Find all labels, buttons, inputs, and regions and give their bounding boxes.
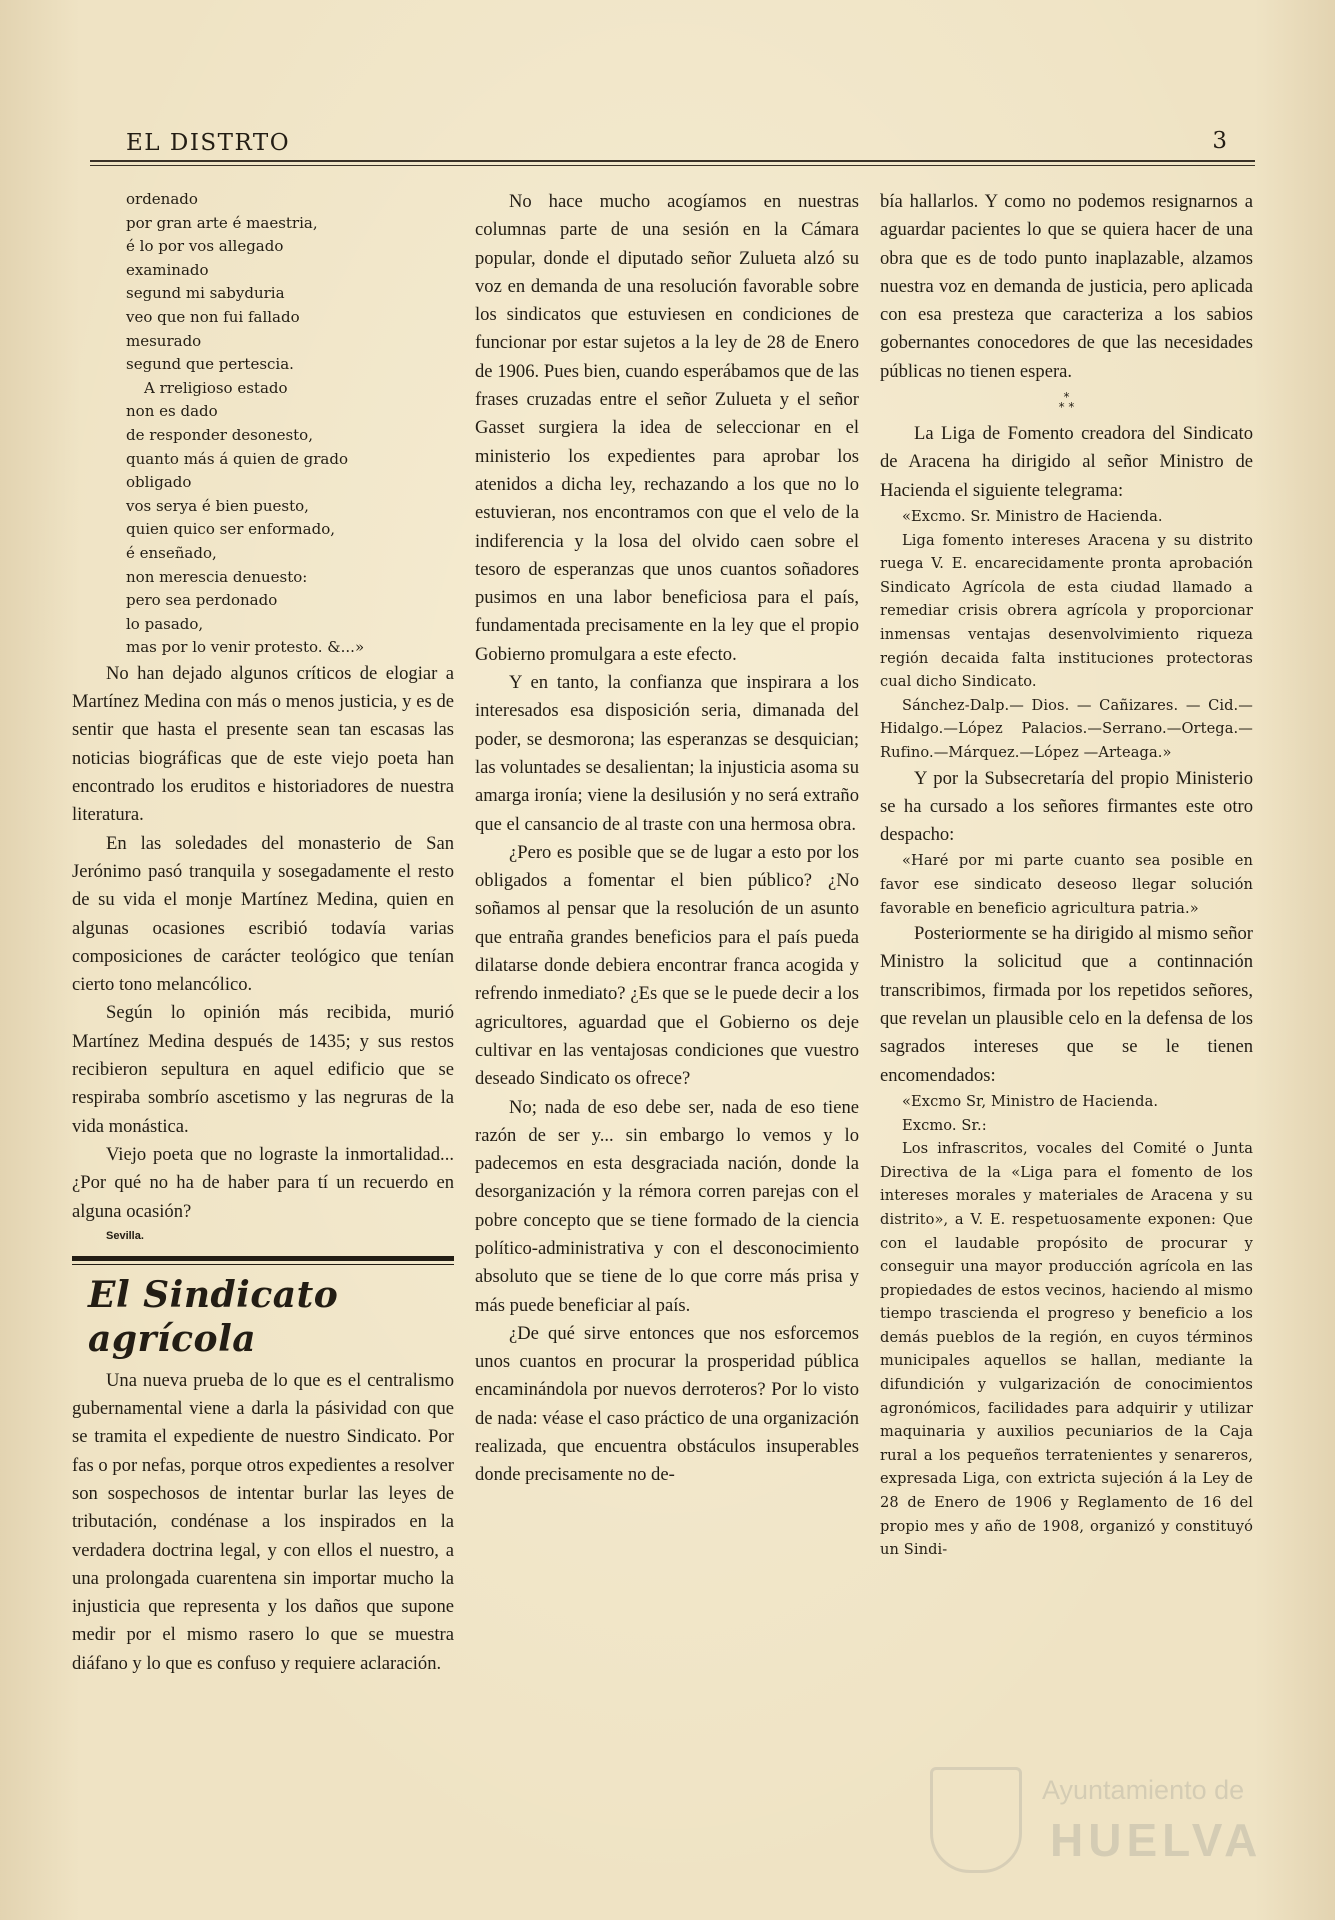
letter-line: Los infrascritos, vocales del Comité o Junta Directiva de la «Liga para el fomento de los intereses morales y materiales de Aracena y su distrito», a V. E. respetuosamente exponen: Que con el laudable propósito de procurar y conseguir una mayor producción agrícola en las propiedades de estos vecinos, haciendo al mismo tiempo trascienda el progreso y beneficio a los demás pueblos de la región, en cuyos términos municipales aquellos se hallan, mediante la difundición y vulgarización de conocimientos agronómicos, facilidades para adquirir y utilizar maquinaria y auxilios pecuniarios de la Caja rural a los pequeños terratenientes y senareros, expresada Liga, con extricta sujeción á la Ley de 28 de Enero de 1906 y Reglamento de 16 del propio mes y año de 1908, organizó y constituyó un Sindi-	[880, 1140, 1253, 1559]
masthead: EL DISTRTO	[126, 130, 291, 156]
column-3	[880, 188, 1253, 1562]
article-paragraph: bía hallarlos. Y como no podemos resignarnos a aguardar pacientes lo que se quiera hacer de una obra que es de todo punto inaplazable, alzamos nuestra voz en demanda de justicia, pero aplicada con esa presteza que caracteriza a los sabios gobernantes conocedores de que las necesidades públicas no tienen espera.	[880, 191, 1253, 382]
article-paragraph: Y por la Subsecretaría del propio Ministerio se ha cursado a los señores firmantes este otro despacho:	[880, 767, 1253, 846]
verse-line: non merescia denuesto:	[126, 567, 308, 586]
telegram-line: «Excmo. Sr. Ministro de Hacienda.	[902, 507, 1163, 525]
verse-line: ordenado	[126, 190, 198, 208]
page-header	[90, 126, 1255, 162]
divider-thin	[72, 1264, 454, 1265]
article-paragraph: En las soledades del monasterio de San Jerónimo pasó tranquila y sosegadamente el resto de su vida el monje Martínez Medina, quien en algunas ocasiones escribió todavía varias composiciones de carácter teológico que tenían cierto tono melancólico.	[72, 832, 454, 996]
article-paragraph: No; nada de eso debe ser, nada de eso tiene razón de ser y... sin embargo lo vemos y lo padecemos en esta desgraciada nación, donde la desorganización y la rémora corren parejas con el pobre concepto que se tiene formado de la ciencia político-administrativa y con el desconocimiento absoluto que se tiene de lo que corre más prisa y más puede beneficiar al país.	[475, 1096, 859, 1316]
column-1	[72, 188, 454, 1678]
letter-line: Excmo. Sr.:	[902, 1116, 987, 1134]
verse-line: examinado	[126, 260, 209, 279]
article-paragraph: No hace mucho acogíamos en nuestras columnas parte de una sesión en la Cámara popular, donde el diputado señor Zulueta alzó su voz en demanda de una resolución favorable sobre los sindicatos que estuviesen en condiciones de funcionar por estar sujetos a la ley de 28 de Enero de 1906. Pues bien, cuando esperábamos que de las frases cruzadas entre el señor Zulueta y el señor Gasset surgiera la idea de seleccionar en el ministerio los expedientes para aprobar los atenidos a dicha ley, rechazando a los que no lo estuvieran, nos encontramos con que el velo de la indiferencia y la losa del olvido caen sobre el tesoro de esperanzas que unos cuantos soñadores pusimos en una labor beneficiosa para el país, fundamentada precisamente en la ley que el propio Gobierno promulgara a este efecto.	[475, 191, 859, 665]
coat-of-arms-icon	[930, 1767, 1022, 1873]
poem-verse	[72, 188, 454, 660]
verse-line: por gran arte é maestria,	[126, 213, 318, 232]
verse-line: segund que pertescia.	[126, 355, 294, 374]
section-divider	[72, 1256, 454, 1265]
verse-line: pero sea perdonado	[126, 591, 278, 610]
verse-line: quien quico ser enformado,	[126, 520, 335, 539]
verse-line: non es dado	[126, 402, 218, 421]
watermark-line-1: Ayuntamiento de	[1042, 1775, 1245, 1805]
telegram-line: Liga fomento intereses Aracena y su distrito ruega V. E. encarecidamente pronta aprobación Sindicato Agrícola de esta ciudad llamado a remediar crisis obrera agrícola y proporcionar inmensas ventajas desenvolvimiento riqueza región decaida falta instituciones protectoras cual dicho Sindicato.	[880, 531, 1253, 691]
verse-line: vos serya é bien puesto,	[126, 496, 309, 515]
section-separator-stars: * * *	[1058, 390, 1075, 415]
article-paragraph: Posteriormente se ha dirigido al mismo señor Ministro la solicitud que a continnación transcribimos, firmada por los repetidos señores, que revelan un plausible celo en la defensa de los sagrados intereses que se le tienen encomendados:	[880, 923, 1253, 1086]
verse-line: A rreligioso estado	[144, 378, 288, 397]
article-paragraph: Viejo poeta que no lograste la inmortalidad... ¿Por qué no ha de haber para tí un recuerdo en alguna ocasión?	[72, 1143, 454, 1222]
verse-line: é enseñado,	[126, 543, 217, 562]
article-signature: Sevilla.	[106, 1229, 144, 1242]
verse-line: veo que non fui fallado	[126, 307, 300, 326]
verse-line: lo pasado,	[126, 614, 204, 633]
column-2	[475, 188, 859, 1490]
divider-thick	[72, 1256, 454, 1261]
watermark	[930, 1765, 1263, 1875]
verse-line: mesurado	[126, 331, 202, 350]
verse-line: de responder desonesto,	[126, 425, 313, 444]
letter-line: «Excmo Sr, Ministro de Hacienda.	[902, 1092, 1159, 1110]
page-number: 3	[1212, 128, 1227, 154]
verse-line: mas por lo venir protesto. &...»	[126, 638, 365, 657]
article-paragraph: Según lo opinión más recibida, murió Martínez Medina después de 1435; y sus restos recibieron sepultura en aquel edificio que se respiraba sombrío ascetismo y las negruras de la vida monástica.	[72, 1002, 454, 1137]
article-paragraph: ¿De qué sirve entonces que nos esforcemos unos cuantos en procurar la prosperidad pública encaminándola por nuevos derroteros? Por lo visto de nada: véase el caso práctico de una organización realizada, que encuentra obstáculos insuperables donde precisamente no de-	[475, 1322, 859, 1486]
article-paragraph: Y en tanto, la confianza que inspirara a los interesados esa disposición seria, dimanada del poder, se desmorona; las esperanzas se desquician; las voluntades se desalientan; la injusticia asoma su amarga ironía; viene la desilusión y no será extraño que el cansancio de al traste con una hermosa obra.	[475, 672, 859, 835]
article-paragraph: ¿Pero es posible que se de lugar a esto por los obligados a fomentar el bien público? ¿No soñamos al pensar que la resolución de un asunto que entraña grandes beneficios para el país pueda dilatarse donde debiera encontrar franca acogida y refrendo inmediato? ¿Es que se le puede decir a los agricultores, aguardad que el Gobierno os deje cultivar en las ventajosas condiciones que vuestro deseado Sindicato os ofrece?	[475, 841, 859, 1090]
article-paragraph: Una nueva prueba de lo que es el centralismo gubernamental viene a darla la pásividad con que se tramita el expediente de nuestro Sindicato. Por fas o por nefas, porque otros expedientes a resolver son sospechosos de intentar burlar las leyes de tributación, condénase a los inspirados en la verdadera doctrina legal, y con ellos el nuestro, a una prolongada cuarentena sin importar mucho la injusticia que representa y los daños que supone medir por el mismo rasero lo que se muestra diáfano y lo que es confuso y requiere aclaración.	[72, 1369, 454, 1674]
article-paragraph: No han dejado algunos críticos de elogiar a Martínez Medina con más o menos justicia, y es de sentir que hasta el presente sean tan escasas las noticias biográficas que de este viejo poeta han encontrado los eruditos e historiadores de nuestra literatura.	[72, 662, 454, 826]
verse-line: é lo por vos allegado	[126, 237, 284, 256]
section-title: El Sindicato agrícola	[88, 1273, 339, 1360]
despacho-text: «Haré por mi parte cuanto sea posible en favor ese sindicato deseoso llegar solución favorable en beneficio agricultura patria.»	[880, 852, 1253, 917]
verse-line: segund mi sabyduria	[126, 284, 285, 303]
verse-line: obligado	[126, 473, 192, 492]
article-paragraph: La Liga de Fomento creadora del Sindicato de Aracena ha dirigido al señor Ministro de Hacienda el siguiente telegrama:	[880, 423, 1253, 501]
watermark-line-2: HUELVA	[1050, 1814, 1263, 1866]
verse-line: quanto más á quien de grado	[126, 449, 348, 468]
telegram-line: Sánchez-Dalp.— Dios. — Cañizares. — Cid.—Hidalgo.—López Palacios.—Serrano.—Ortega.—Rufino.—Márquez.—López —Arteaga.»	[880, 696, 1253, 761]
